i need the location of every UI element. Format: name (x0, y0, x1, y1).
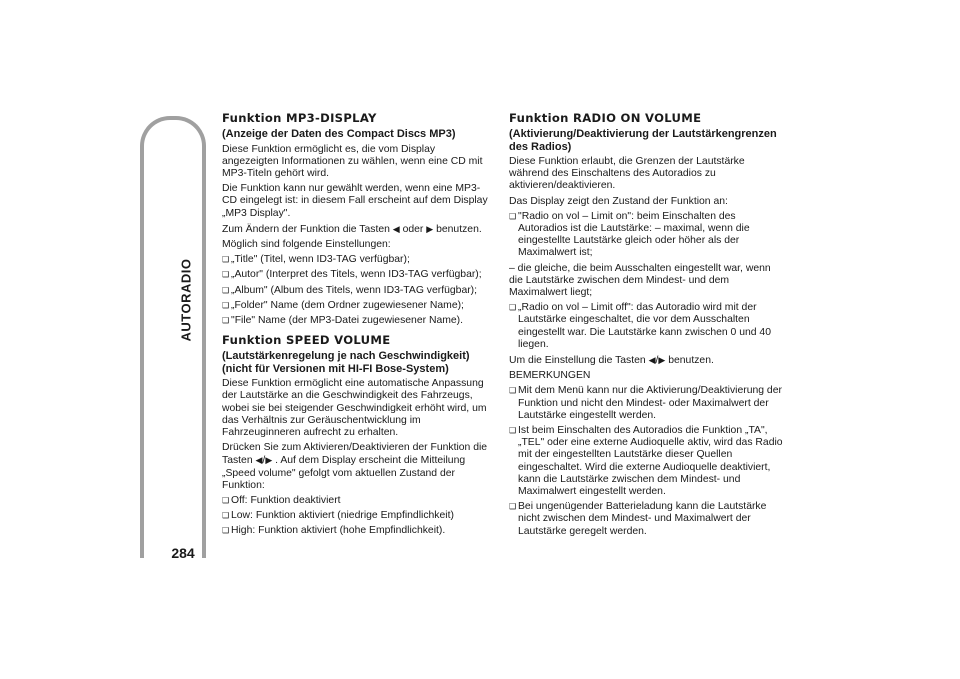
radio-p4b: benutzen. (665, 355, 714, 367)
radio-p4a: Um die Einstellung die Tasten (509, 355, 649, 367)
note-item: ❑ Ist beim Einschalten des Autoradios die Funktion „TA", „TEL" oder eine externe Audioquelle aktiv, wird das Radio mit der eingestellten Lautstärke dieser Quellen eingeschaltet. Wird die externe Audioquelle deaktiviert, kann die Lautstärke zwischen dem Mindest- und Maximalwert eingestellt werden. (509, 425, 784, 498)
speed-p2a: Drücken Sie zum Aktivieren/Deaktivieren der Funktion die Tasten (222, 442, 488, 467)
section-speed-volume (222, 334, 494, 537)
page-edge-bracket (140, 116, 206, 558)
left-column (222, 112, 494, 545)
radio-p2: Das Display zeigt den Zustand der Funktion an: (509, 195, 728, 207)
speed-p2b: . Auf dem Display erscheint die Mitteilung „Speed volume" gefolgt vom aktuellen Zustand der Funktion: (222, 455, 466, 491)
triangle-right-icon: ▶ (658, 355, 666, 366)
mp3-option: ❑ "File" Name (der MP3-Datei zugewiesener Name). (222, 315, 494, 327)
notes-title: BEMERKUNGEN (509, 370, 591, 382)
mp3-subtitle: (Anzeige der Daten des Compact Discs MP3) (222, 128, 456, 140)
mp3-p3c: benutzen. (433, 223, 482, 235)
speed-p1: Diese Funktion ermöglicht eine automatische Anpassung der Lautstärke an die Geschwindigkeit des Fahrzeugs, wobei sie bei steigender Geschwindigkeit erhöht wird, um das Verhältnis zur Geräuschentwicklung im Fahrzeuginneren aufrecht zu erhalten. (222, 378, 487, 438)
speed-option: ❑ Off: Funktion deaktiviert (222, 495, 494, 507)
radio-title: Funktion RADIO ON VOLUME (509, 111, 702, 125)
radio-option-limit-on: ❑ "Radio on vol – Limit on": beim Einschalten des Autoradios ist die Lautstärke: – maximal, wenn die eingestellte Lautstärke gleich oder höher als der Maximalwert ist; (509, 211, 784, 260)
mp3-p4: Möglich sind folgende Einstellungen: (222, 238, 391, 250)
mp3-option: ❑ „Title" (Titel, wenn ID3-TAG verfügbar); (222, 254, 494, 266)
radio-option-limit-off: ❑ „Radio on vol – Limit off": das Autoradio wird mit der Lautstärke eingeschaltet, die vor dem Ausschalten eingestellt war. Die Lautstärke kann zwischen 0 und 40 liegen. (509, 302, 784, 351)
section-radio-on-volume (509, 112, 784, 538)
speed-p2: Drücken Sie zum Aktivieren/Deaktivieren der Funktion die Tasten ◀/▶ . Auf dem Display erscheint die Mitteilung „Speed volume" gefolgt vom aktuellen Zustand der Funktion: (222, 442, 488, 491)
triangle-right-icon: ▶ (426, 223, 434, 234)
speed-option: ❑ Low: Funktion aktiviert (niedrige Empfindlichkeit) (222, 510, 494, 522)
triangle-left-icon: ◀ (648, 355, 656, 366)
mp3-p3a: Zum Ändern der Funktion die Tasten (222, 223, 393, 235)
mp3-option: ❑ „Autor" (Interpret des Titels, wenn ID3-TAG verfügbar); (222, 269, 494, 281)
note-item: ❑ Mit dem Menü kann nur die Aktivierung/Deaktivierung der Funktion und nicht den Mindest- oder Maximalwert der Lautstärke eingestellt werden. (509, 385, 784, 422)
mp3-option: ❑ „Album" (Album des Titels, wenn ID3-TAG verfügbar); (222, 285, 494, 297)
triangle-left-icon: ◀ (255, 455, 263, 466)
speed-title: Funktion SPEED VOLUME (222, 333, 391, 348)
mp3-title: Funktion MP3-DISPLAY (222, 111, 377, 125)
triangle-left-icon: ◀ (392, 223, 400, 234)
mp3-p3b: oder (399, 223, 427, 235)
mp3-option: ❑ „Folder" Name (dem Ordner zugewiesener Name); (222, 300, 494, 312)
mp3-p3 (222, 223, 494, 236)
mp3-p1: Diese Funktion ermöglicht es, die vom Display angezeigten Informationen zu wählen, wenn eine CD mit MP3-Titeln gehört wird. (222, 143, 483, 179)
right-column (509, 112, 784, 545)
section-label (176, 230, 196, 370)
page-number: 284 (171, 545, 195, 561)
note-item: ❑ Bei ungenügender Batterieladung kann die Lautstärke nicht zwischen dem Mindest- und Maximalwert der Lautstärke geregelt werden. (509, 501, 784, 538)
radio-p4: Um die Einstellung die Tasten ◀/▶ benutzen. (509, 355, 714, 367)
triangle-right-icon: ▶ (265, 455, 273, 466)
speed-subtitle: (Lautstärkenregelung je nach Geschwindigkeit) (nicht für Versionen mit HI-FI Bose-System) (222, 350, 470, 375)
radio-p1: Diese Funktion erlaubt, die Grenzen der Lautstärke während des Einschaltens des Autoradios zu aktivieren/deaktivieren. (509, 156, 745, 192)
radio-p3: – die gleiche, die beim Ausschalten eingestellt war, wenn die Lautstärke zwischen dem Mindest- und dem Maximalwert liegt; (509, 262, 771, 299)
section-mp3-display (222, 112, 494, 327)
section-label-text: AUTORADIO (178, 258, 194, 342)
mp3-p2: Die Funktion kann nur gewählt werden, wenn eine MP3-CD eingelegt ist: in diesem Fall erscheint auf dem Display „MP3 Display". (222, 183, 488, 219)
speed-option: ❑ High: Funktion aktiviert (hohe Empfindlichkeit). (222, 525, 494, 537)
radio-subtitle: (Aktivierung/Deaktivierung der Lautstärkengrenzen des Radios) (509, 128, 777, 153)
